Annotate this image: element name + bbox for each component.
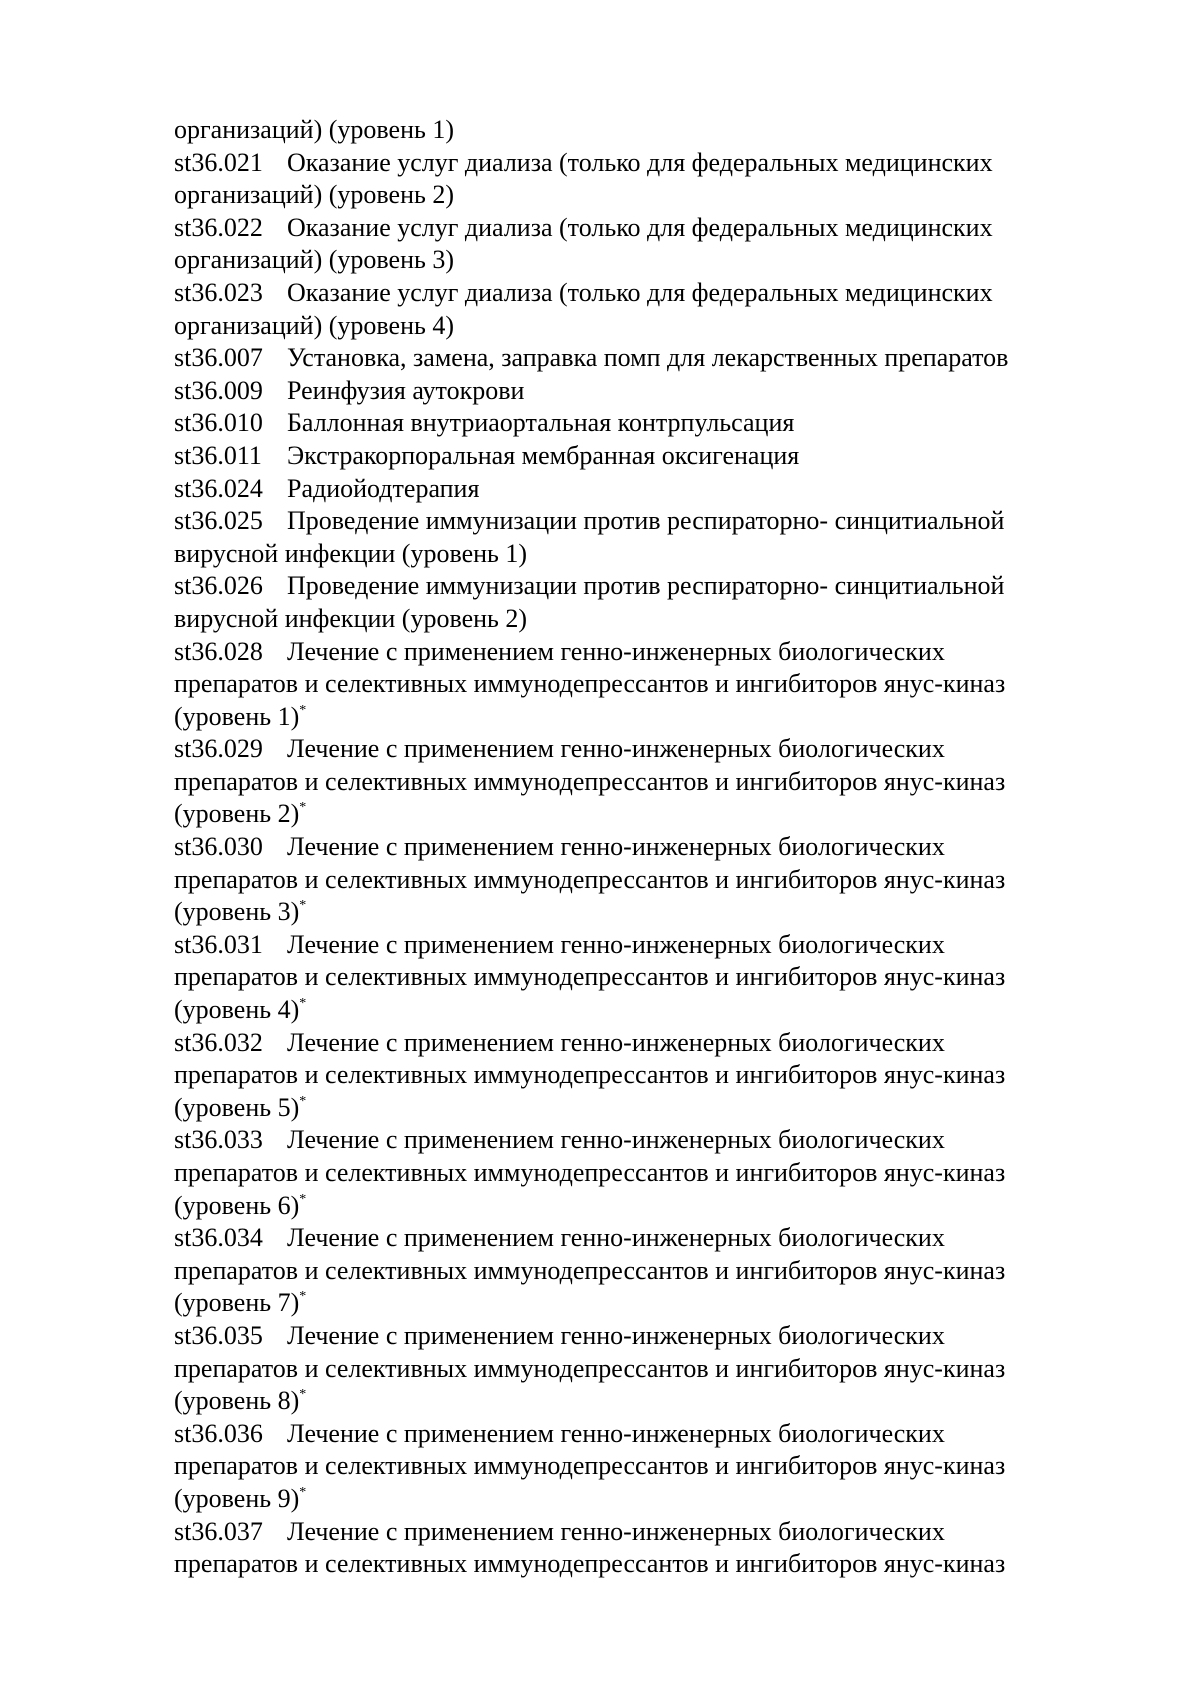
list-item	[174, 1516, 1094, 1581]
entry-line	[174, 505, 1094, 538]
entry-line	[174, 1124, 1094, 1157]
entry-text: (уровень 9)	[174, 1483, 300, 1513]
footnote-marker: *	[299, 800, 307, 816]
entry-text: Радиойодтерапия	[287, 473, 480, 503]
list-item	[174, 407, 1094, 440]
entry-text: Лечение с применением генно-инженерных биологических	[287, 734, 945, 764]
entry-text: Реинфузия аутокрови	[287, 375, 525, 405]
list-item	[174, 1320, 1094, 1418]
list-item	[174, 1124, 1094, 1222]
footnote-marker: *	[299, 1289, 307, 1305]
list-item	[174, 831, 1094, 929]
entry-line	[174, 1548, 1094, 1581]
entry-text: препаратов и селективных иммунодепрессантов и ингибиторов янус-киназ	[174, 1451, 1006, 1481]
entry-code: st36.036	[174, 1418, 263, 1448]
footnote-marker: *	[299, 1387, 307, 1403]
list-item	[174, 212, 1094, 277]
entry-text: Лечение с применением генно-инженерных биологических	[287, 1418, 945, 1448]
list-item	[174, 733, 1094, 831]
list-item	[174, 342, 1094, 375]
entry-line	[174, 1287, 1094, 1320]
entry-text: Баллонная внутриаортальная контрпульсация	[287, 408, 795, 438]
entry-line	[174, 244, 1094, 277]
entry-text: организаций) (уровень 1)	[174, 115, 454, 144]
entry-code: st36.022	[174, 212, 263, 242]
entry-text: Лечение с применением генно-инженерных биологических	[287, 1027, 945, 1057]
entry-line	[174, 701, 1094, 734]
entry-code: st36.033	[174, 1125, 263, 1155]
list-item	[174, 505, 1094, 570]
footnote-marker: *	[299, 898, 307, 914]
entry-line	[174, 831, 1094, 864]
entry-text: (уровень 3)	[174, 897, 300, 927]
entry-line	[174, 1320, 1094, 1353]
entry-code: st36.035	[174, 1320, 263, 1350]
entry-line	[174, 896, 1094, 929]
entry-line	[174, 473, 1094, 506]
footnote-marker: *	[299, 702, 307, 718]
entry-text: препаратов и селективных иммунодепрессантов и ингибиторов янус-киназ	[174, 1158, 1006, 1187]
entry-line	[174, 114, 1094, 147]
list-item	[174, 440, 1094, 473]
entry-line	[174, 1418, 1094, 1451]
entry-text: Лечение с применением генно-инженерных биологических	[287, 929, 945, 959]
entry-code: st36.024	[174, 473, 263, 503]
entry-text: вирусной инфекции (уровень 2)	[174, 603, 528, 633]
entry-line	[174, 1027, 1094, 1060]
entry-text: препаратов и селективных иммунодепрессантов и ингибиторов янус-киназ	[174, 1060, 1006, 1090]
entry-code: st36.025	[174, 506, 263, 536]
list-item	[174, 375, 1094, 408]
entry-text: Экстракорпоральная мембранная оксигенация	[287, 440, 800, 470]
entry-code: st36.030	[174, 832, 263, 862]
entry-text: Установка, замена, заправка помп для лекарственных препаратов	[287, 343, 1009, 373]
entry-list	[174, 114, 1094, 1581]
entry-line	[174, 1059, 1094, 1092]
list-item	[174, 114, 1094, 147]
entry-line	[174, 864, 1094, 897]
entry-line	[174, 375, 1094, 408]
entry-line	[174, 440, 1094, 473]
entry-code: st36.029	[174, 734, 263, 764]
entry-line	[174, 929, 1094, 962]
entry-code: st36.021	[174, 147, 263, 177]
entry-line	[174, 310, 1094, 343]
entry-text: Лечение с применением генно-инженерных биологических	[287, 832, 945, 862]
footnote-marker: *	[299, 1484, 307, 1500]
entry-text: организаций) (уровень 2)	[174, 180, 454, 210]
entry-text: Лечение с применением генно-инженерных биологических	[287, 1223, 945, 1253]
entry-line	[174, 1385, 1094, 1418]
entry-text: Оказание услуг диализа (только для федеральных медицинских	[287, 147, 993, 177]
entry-line	[174, 961, 1094, 994]
entry-line	[174, 570, 1094, 603]
footnote-marker: *	[299, 1191, 307, 1207]
list-item	[174, 1027, 1094, 1125]
entry-text: (уровень 8)	[174, 1386, 300, 1416]
entry-line	[174, 212, 1094, 245]
entry-code: st36.023	[174, 277, 263, 307]
entry-text: Лечение с применением генно-инженерных биологических	[287, 1516, 945, 1546]
entry-code: st36.031	[174, 929, 263, 959]
entry-line	[174, 668, 1094, 701]
entry-text: (уровень 5)	[174, 1092, 300, 1122]
entry-text: Проведение иммунизации против респираторно- синцитиальной	[287, 506, 1005, 536]
entry-text: вирусной инфекции (уровень 1)	[174, 538, 528, 568]
entry-line	[174, 1450, 1094, 1483]
entry-line	[174, 636, 1094, 669]
footnote-marker: *	[299, 996, 307, 1012]
entry-line	[174, 1516, 1094, 1549]
entry-text: (уровень 4)	[174, 995, 300, 1025]
entry-text: (уровень 1)	[174, 701, 300, 731]
list-item	[174, 636, 1094, 734]
list-item	[174, 473, 1094, 506]
entry-text: Оказание услуг диализа (только для федеральных медицинских	[287, 277, 993, 307]
list-item	[174, 1418, 1094, 1516]
entry-code: st36.028	[174, 636, 263, 666]
entry-line	[174, 766, 1094, 799]
entry-code: st36.032	[174, 1027, 263, 1057]
entry-line	[174, 1190, 1094, 1223]
entry-line	[174, 538, 1094, 571]
entry-text: (уровень 2)	[174, 799, 300, 829]
entry-text: Лечение с применением генно-инженерных биологических	[287, 1125, 945, 1155]
entry-line	[174, 603, 1094, 636]
entry-line	[174, 1092, 1094, 1125]
entry-text: препаратов и селективных иммунодепрессантов и ингибиторов янус-киназ	[174, 1549, 1006, 1579]
list-item	[174, 929, 1094, 1027]
entry-text: Лечение с применением генно-инженерных биологических	[287, 1320, 945, 1350]
entry-code: st36.037	[174, 1516, 263, 1546]
entry-text: Лечение с применением генно-инженерных биологических	[287, 636, 945, 666]
entry-text: организаций) (уровень 4)	[174, 310, 454, 340]
entry-line	[174, 277, 1094, 310]
entry-text: препаратов и селективных иммунодепрессантов и ингибиторов янус-киназ	[174, 864, 1006, 894]
entry-code: st36.009	[174, 375, 263, 405]
entry-text: (уровень 7)	[174, 1288, 300, 1318]
list-item	[174, 277, 1094, 342]
document-page	[174, 114, 1094, 1581]
entry-text: препаратов и селективных иммунодепрессантов и ингибиторов янус-киназ	[174, 766, 1006, 796]
entry-text: препаратов и селективных иммунодепрессантов и ингибиторов янус-киназ	[174, 1255, 1006, 1285]
list-item	[174, 147, 1094, 212]
entry-text: препаратов и селективных иммунодепрессантов и ингибиторов янус-киназ	[174, 1353, 1006, 1383]
entry-line	[174, 1157, 1094, 1190]
entry-text: (уровень 6)	[174, 1190, 300, 1220]
footnote-marker: *	[299, 1093, 307, 1109]
entry-line	[174, 1255, 1094, 1288]
entry-line	[174, 1353, 1094, 1386]
entry-line	[174, 1483, 1094, 1516]
entry-text: препаратов и селективных иммунодепрессантов и ингибиторов янус-киназ	[174, 669, 1006, 699]
entry-line	[174, 798, 1094, 831]
entry-line	[174, 733, 1094, 766]
list-item	[174, 1222, 1094, 1320]
entry-text: организаций) (уровень 3)	[174, 245, 454, 275]
entry-code: st36.011	[174, 440, 262, 470]
entry-line	[174, 1222, 1094, 1255]
entry-code: st36.026	[174, 571, 263, 601]
entry-line	[174, 147, 1094, 180]
entry-text: Проведение иммунизации против респираторно- синцитиальной	[287, 571, 1005, 601]
entry-line	[174, 407, 1094, 440]
entry-code: st36.034	[174, 1223, 263, 1253]
entry-text: препаратов и селективных иммунодепрессантов и ингибиторов янус-киназ	[174, 962, 1006, 992]
entry-line	[174, 179, 1094, 212]
entry-line	[174, 994, 1094, 1027]
entry-code: st36.010	[174, 408, 263, 438]
entry-code: st36.007	[174, 343, 263, 373]
list-item	[174, 570, 1094, 635]
entry-line	[174, 342, 1094, 375]
entry-text: Оказание услуг диализа (только для федеральных медицинских	[287, 212, 993, 242]
